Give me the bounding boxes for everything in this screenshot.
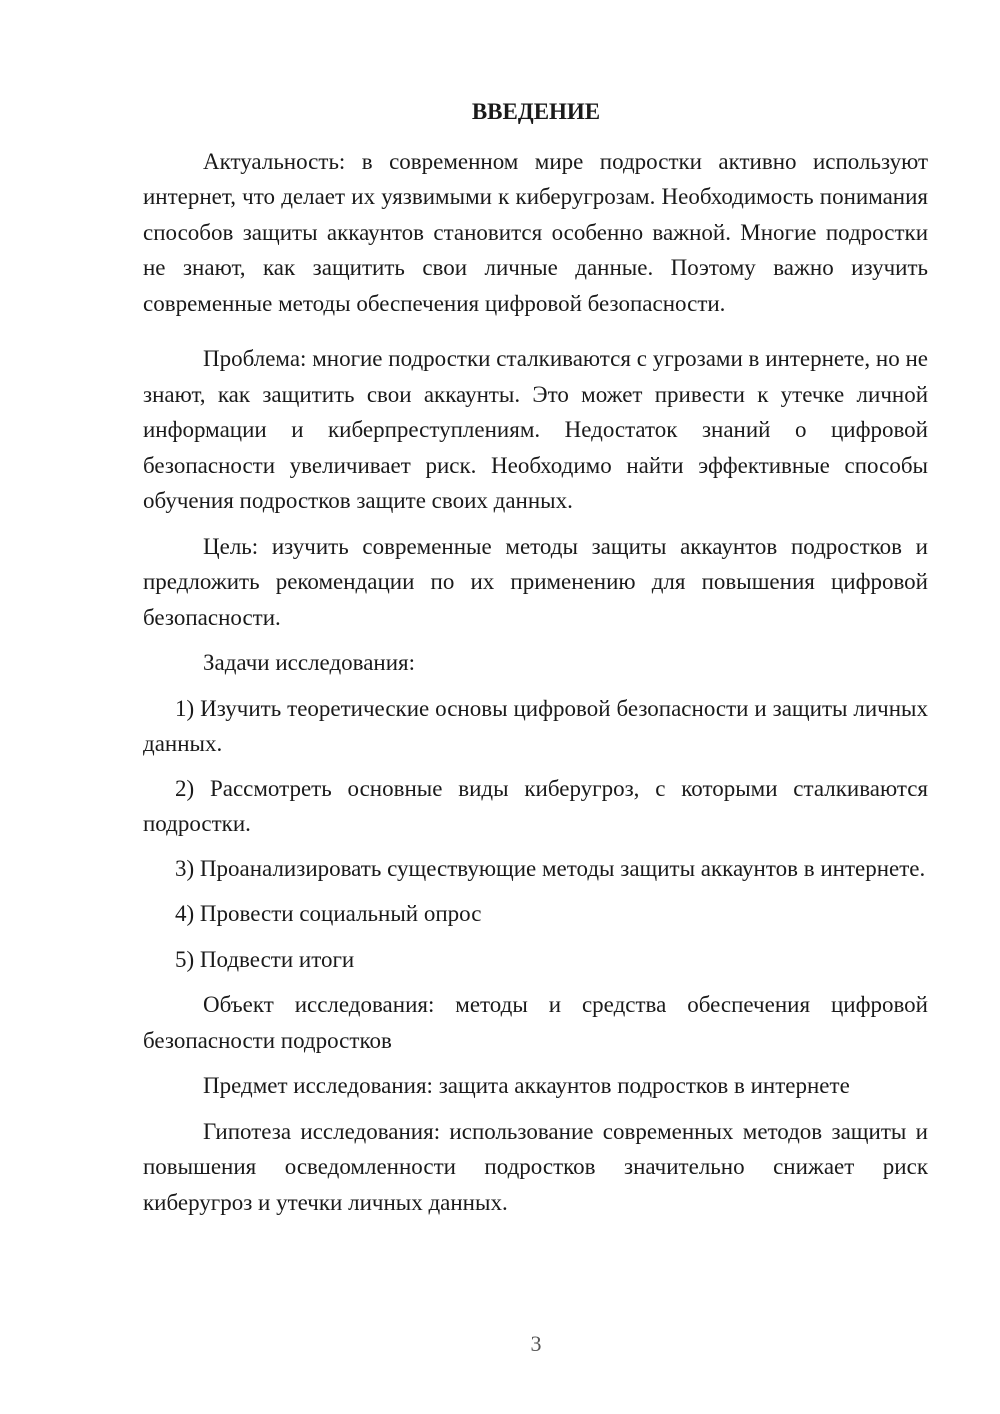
goal-paragraph: Цель: изучить современные методы защиты аккаунтов подростков и предложить рекомендации по их применению для повышения цифровой безопасности.: [143, 533, 928, 630]
task-item: 3) Проанализировать существующие методы защиты аккаунтов в интернете.: [175, 855, 926, 881]
page-content: [143, 94, 928, 1220]
task-item: 2) Рассмотреть основные виды киберугроз, с которыми сталкиваются подростки.: [143, 775, 928, 836]
section-title: ВВЕДЕНИЕ: [471, 99, 601, 124]
task-item: 5) Подвести итоги: [175, 946, 355, 972]
subject-paragraph: Предмет исследования: защита аккаунтов подростков в интернете: [203, 1073, 850, 1098]
task-item: 1) Изучить теоретические основы цифровой безопасности и защиты личных данных.: [143, 695, 928, 756]
relevance-paragraph: Актуальность: в современном мире подростки активно используют интернет, что делает их уязвимыми к киберугрозам. Необходимость понимания способов защиты аккаунтов становится особенно важной. Многие подростки не знают, как защитить свои личные данные. Поэтому важно изучить современные методы обеспечения цифровой безопасности.: [143, 148, 928, 316]
page-number: 3: [530, 1331, 542, 1356]
problem-paragraph: Проблема: многие подростки сталкиваются с угрозами в интернете, но не знают, как защитить свои аккаунты. Это может привести к утечке личной информации и киберпреступлениям. Недостаток знаний о цифровой безопасности увеличивает риск. Необходимо найти эффективные способы обучения подростков защите своих данных.: [143, 346, 928, 513]
tasks-heading: Задачи исследования:: [203, 650, 416, 675]
task-item: 4) Провести социальный опрос: [175, 901, 482, 926]
hypothesis-paragraph: Гипотеза исследования: использование современных методов защиты и повышения осведомленности подростков значительно снижает риск киберугроз и утечки личных данных.: [143, 1118, 928, 1215]
object-paragraph: Объект исследования: методы и средства обеспечения цифровой безопасности подростков: [143, 992, 928, 1053]
